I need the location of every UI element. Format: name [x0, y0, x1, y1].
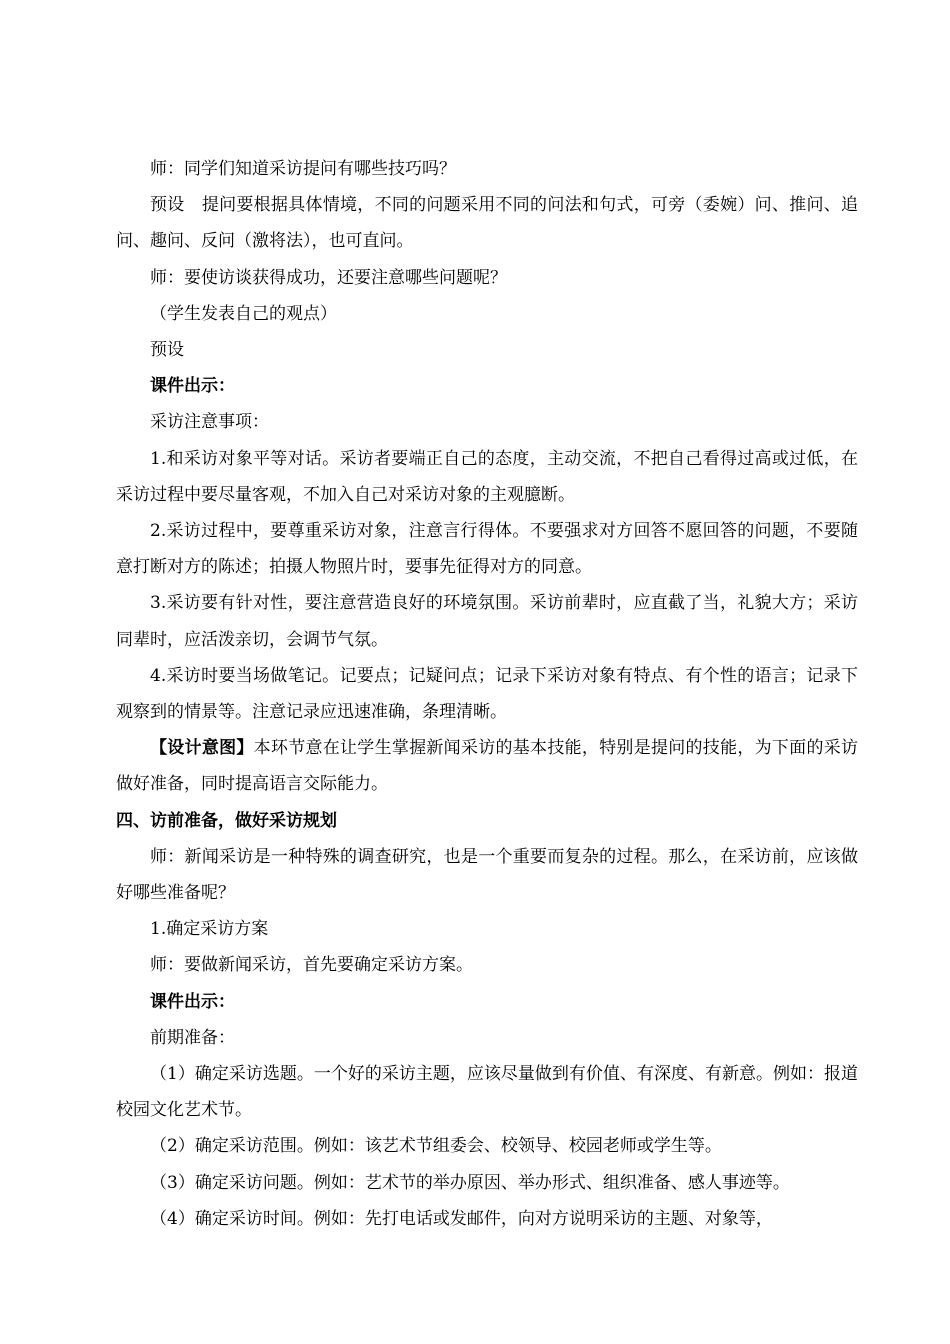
- teacher-question-techniques: 师：同学们知道采访提问有哪些技巧吗？: [150, 159, 456, 179]
- teacher-question-success: 师：要使访谈获得成功，还要注意哪些问题呢？: [150, 267, 507, 288]
- step-1-heading: 1.确定采访方案: [150, 919, 269, 940]
- courseware-heading: 课件出示：: [150, 376, 235, 397]
- prep-item-1: （1）确定采访选题。一个好的采访主题，应该尽量做到有价值、有深度、有新意。例如：报道校园文化艺术节。: [116, 1064, 858, 1121]
- courseware-heading-2: 课件出示：: [150, 991, 235, 1012]
- preset-answer-techniques: 预设 提问要根据具体情境，不同的问题采用不同的问法和句式，可旁（委婉）问、推问、追问、趣问、反问（激将法），也可直问。: [116, 195, 858, 252]
- prep-item-4: （4）确定采访时间。例如：先打电话或发邮件，向对方说明采访的主题、对象等，: [150, 1208, 773, 1229]
- preparation-title: 前期准备：: [150, 1027, 235, 1048]
- student-activity-note: （学生发表自己的观点）: [150, 303, 337, 324]
- interview-note-2: 2.采访过程中，要尊重采访对象，注意言行得体。不要强求对方回答不愿回答的问题，不要随意打断对方的陈述；拍摄人物照片时，要事先征得对方的同意。: [116, 521, 858, 578]
- design-intent-paragraph: [116, 730, 858, 802]
- prep-item-2: （2）确定采访范围。例如：该艺术节组委会、校领导、校园老师或学生等。: [150, 1136, 722, 1157]
- prep-item-3: （3）确定采访问题。例如：艺术节的举办原因、举办形式、组织准备、感人事迹等。: [150, 1172, 790, 1193]
- design-intent-text: 本环节意在让学生掌握新闻采访的基本技能，特别是提问的技能，为下面的采访做好准备，同时提高语言交际能力。: [116, 738, 859, 795]
- interview-note-1: 1.和采访对象平等对话。采访者要端正自己的态度，主动交流，不把自己看得过高或过低，在采访过程中要尽量客观，不加入自己对采访对象的主观臆断。: [116, 448, 858, 505]
- preset-label: 预设: [150, 340, 184, 361]
- section-heading-4: 四、访前准备，做好采访规划: [116, 810, 337, 831]
- teacher-plan-statement: 师：要做新闻采访，首先要确定采访方案。: [150, 955, 473, 976]
- interview-note-3: 3.采访要有针对性，要注意营造良好的环境氛围。采访前辈时，应直截了当，礼貌大方；采访同辈时，应活泼亲切，会调节气氛。: [116, 593, 858, 650]
- interview-notes-title: 采访注意事项：: [150, 412, 269, 433]
- design-intent-label: 【设计意图】: [150, 738, 254, 759]
- teacher-intro-preparation: 师：新闻采访是一种特殊的调查研究，也是一个重要而复杂的过程。那么，在采访前，应该做好哪些准备呢？: [116, 846, 858, 904]
- interview-note-4: 4.采访时要当场做笔记。记要点；记疑问点；记录下采访对象有特点、有个性的语言；记录下观察到的情景等。注意记录应迅速准确，条理清晰。: [116, 665, 858, 723]
- document-page: [116, 151, 858, 1237]
